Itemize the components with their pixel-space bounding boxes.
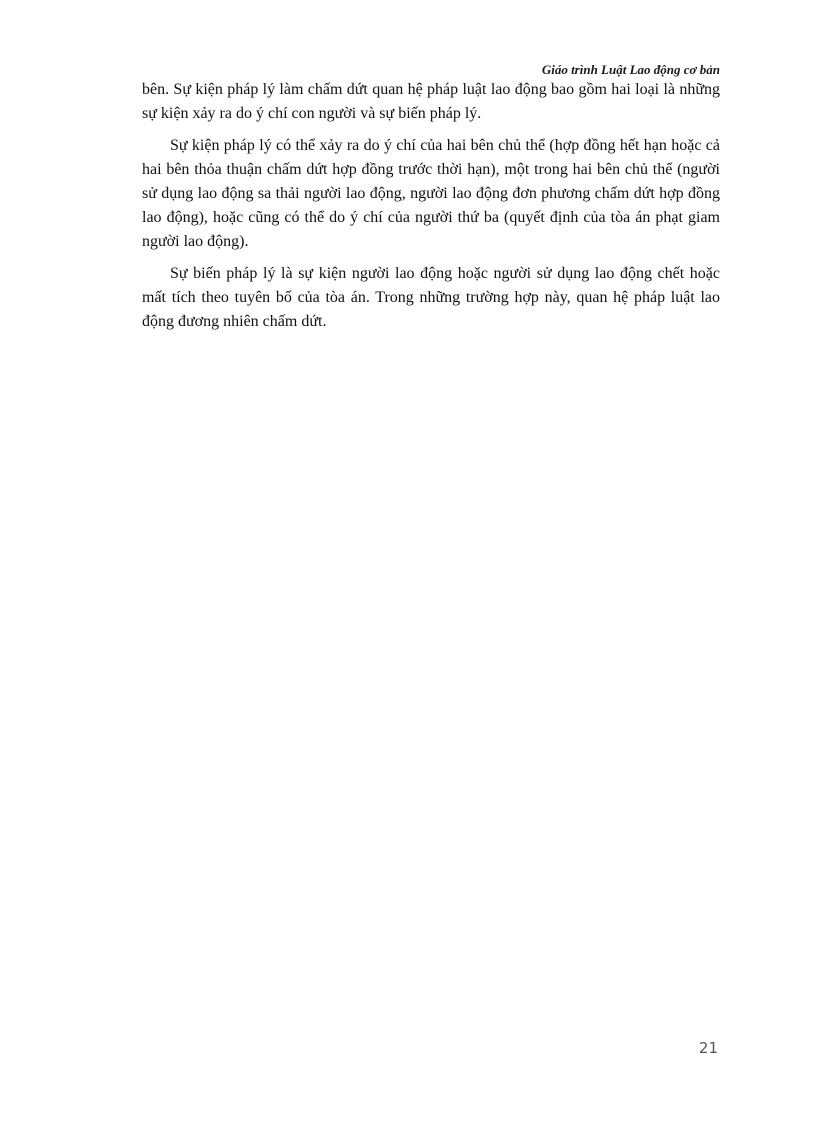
text-body [142, 78, 720, 342]
running-header-title: Giáo trình Luật Lao động cơ bản [541, 62, 720, 77]
page-number: 21 [698, 1039, 718, 1057]
paragraph-legal-occurrence: Sự biến pháp lý là sự kiện người lao động hoặc người sử dụng lao động chết hoặc mất tích theo tuyên bố của tòa án. Trong những trường hợp này, quan hệ pháp luật lao động đương nhiên chấm dứt. [142, 265, 720, 330]
paragraph-legal-event: Sự kiện pháp lý có thể xảy ra do ý chí của hai bên chủ thể (hợp đồng hết hạn hoặc cả hai bên thỏa thuận chấm dứt hợp đồng trước thời hạn), một trong hai bên chủ thể (người sử dụng lao động sa thải người lao động, người lao động đơn phương chấm dứt hợp đồng lao động), hoặc cũng có thể do ý chí của người thứ ba (quyết định của tòa án phạt giam người lao động). [142, 137, 720, 250]
paragraph-continuation: bên. Sự kiện pháp lý làm chấm dứt quan hệ pháp luật lao động bao gồm hai loại là những sự kiện xảy ra do ý chí con người và sự biến pháp lý. [142, 81, 720, 122]
